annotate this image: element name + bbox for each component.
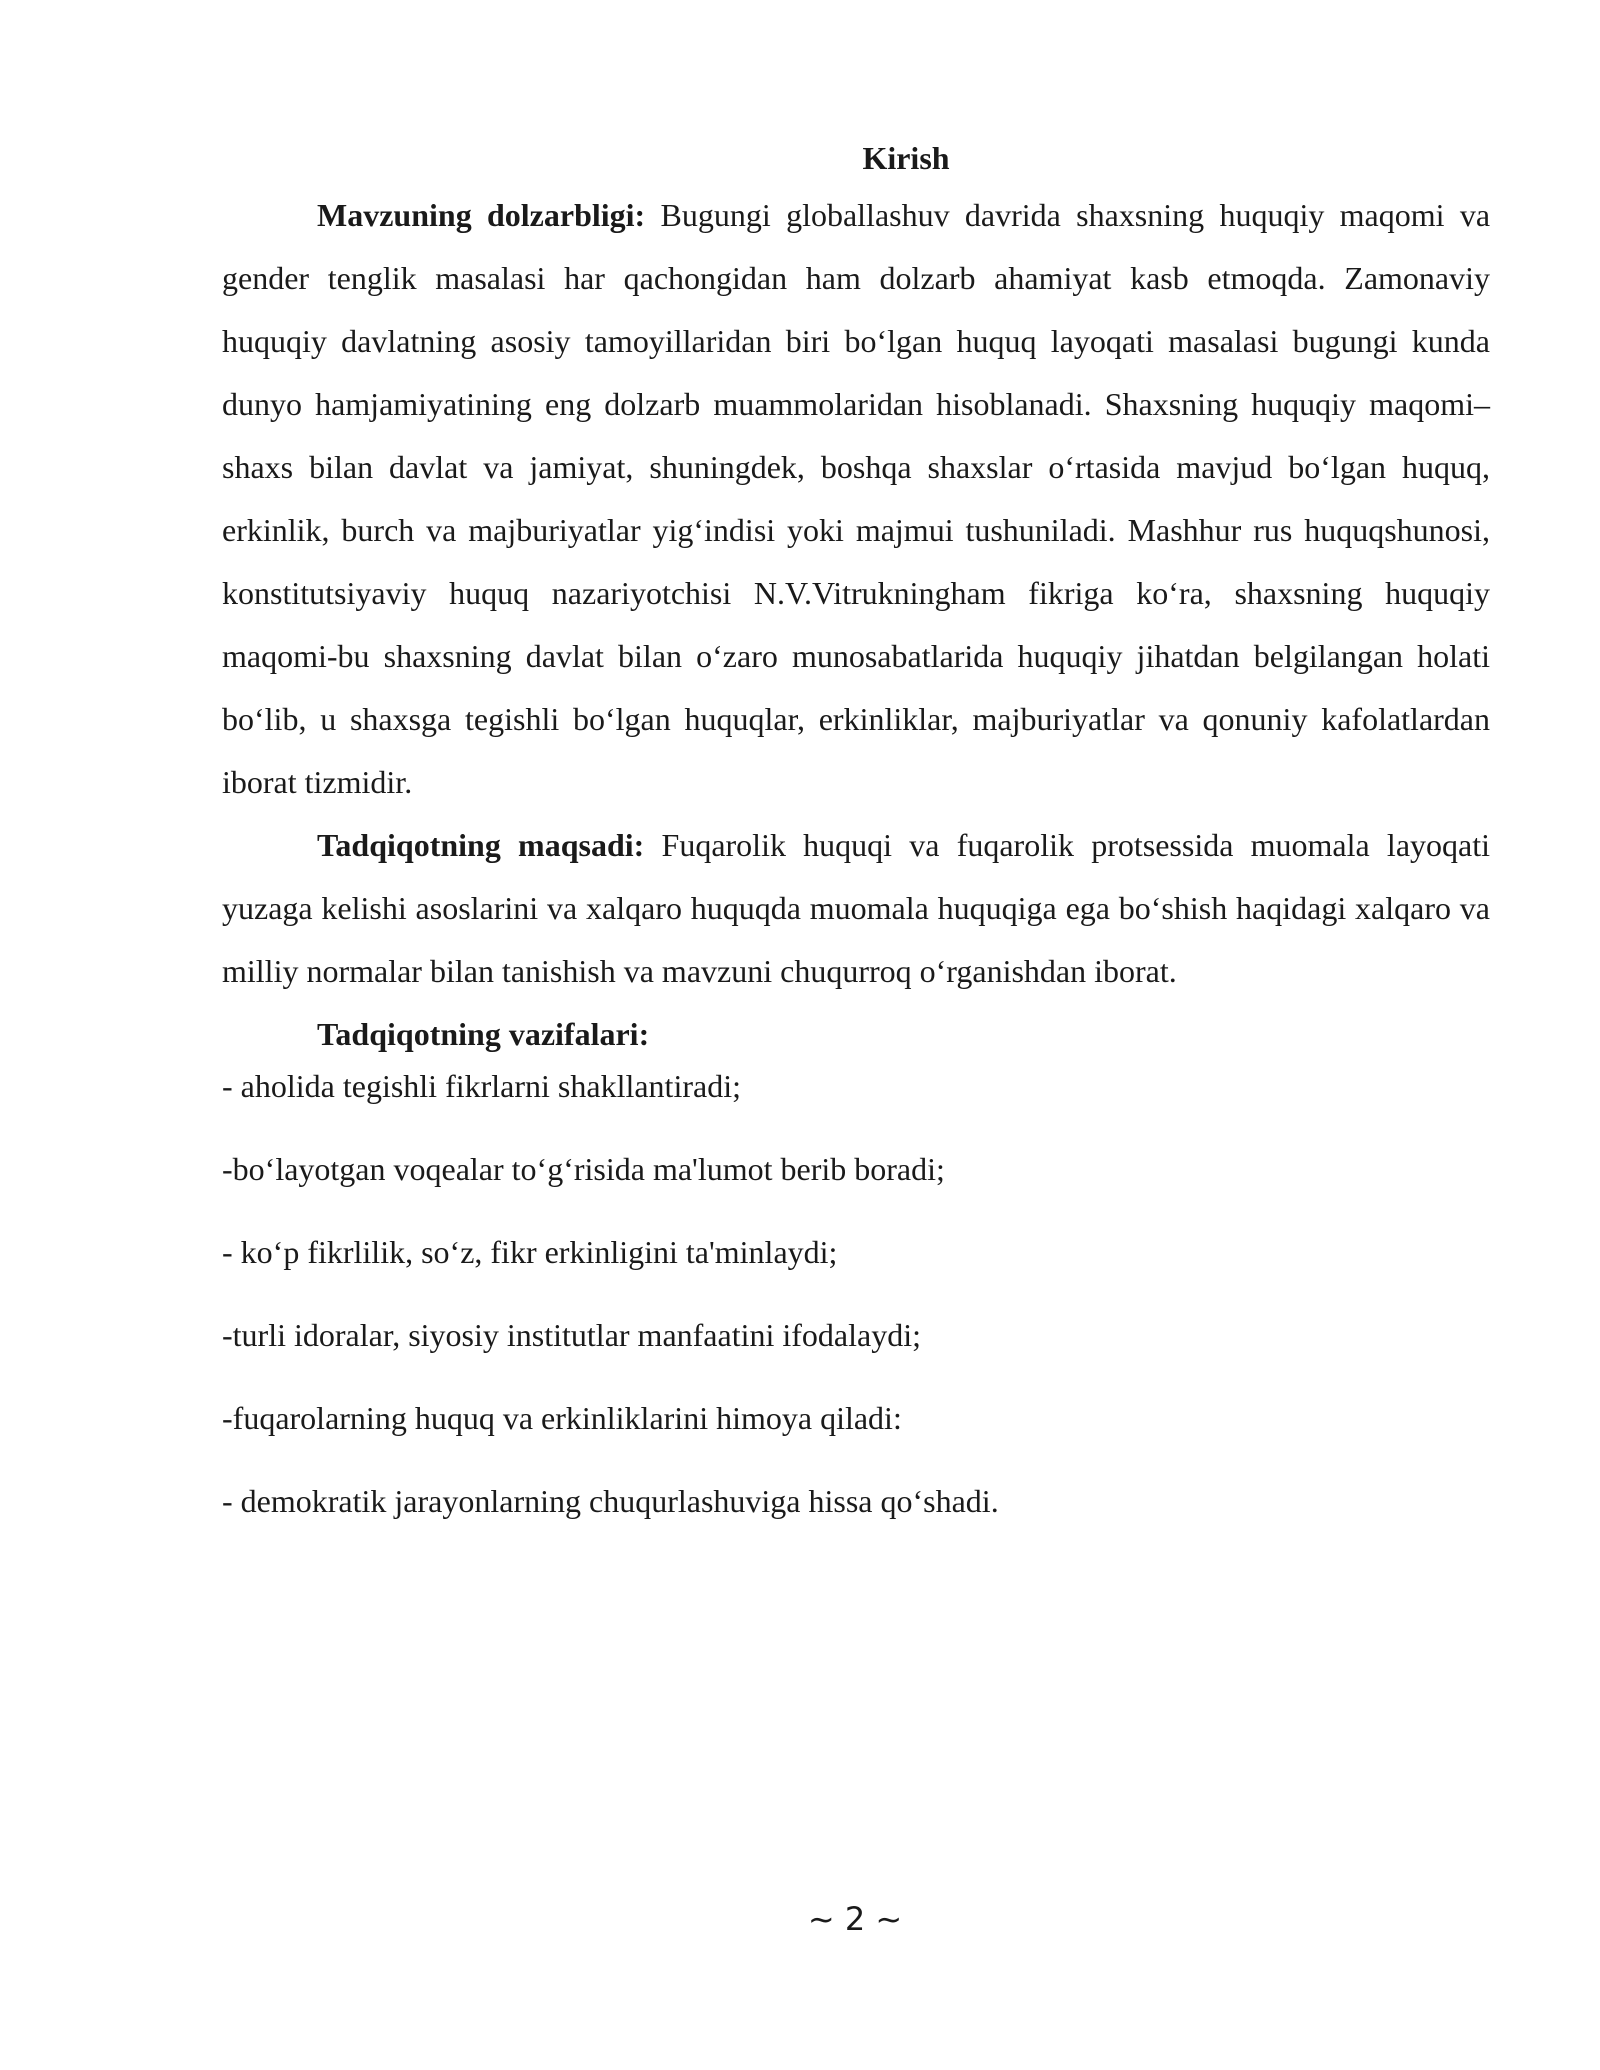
document-page <box>222 132 1490 1564</box>
list-item: -turli idoralar, siyosiy institutlar manfaatini ifodalaydi; <box>222 1317 921 1353</box>
relevance-label: Mavzuning dolzarbligi: <box>317 197 646 233</box>
list-item: -fuqarolarning huquq va erkinliklarini himoya qiladi: <box>222 1400 902 1436</box>
list-item: - ko‘p fikrlilik, so‘z, fikr erkinligini ta'minlaydi; <box>222 1234 838 1270</box>
list-item: - aholida tegishli fikrlarni shakllantiradi; <box>222 1068 741 1104</box>
relevance-paragraph <box>222 184 1490 814</box>
tasks-heading: Tadqiqotning vazifalari: <box>317 1016 650 1052</box>
page-title: Kirish <box>862 140 950 176</box>
goal-label: Tadqiqotning maqsadi: <box>317 827 645 863</box>
tasks-list <box>222 1066 1490 1521</box>
list-item: -bo‘layotgan voqealar to‘g‘risida ma'lumot berib boradi; <box>222 1151 945 1187</box>
goal-text: Fuqarolik huquqi va fuqarolik protsessida muomala layoqati yuzaga kelishi asoslarini va xalqaro huquqda muomala huquqiga ega bo‘shish haqidagi xalqaro va milliy normalar bilan tanishish va mavzuni chuqurroq o‘rganishdan iborat. <box>222 827 1491 989</box>
list-item: - demokratik jarayonlarning chuqurlashuviga hissa qo‘shadi. <box>222 1483 999 1519</box>
goal-paragraph <box>222 814 1490 1003</box>
relevance-text: Bugungi globallashuv davrida shaxsning huquqiy maqomi va gender tenglik masalasi har qachongidan ham dolzarb ahamiyat kasb etmoqda. Zamonaviy huquqiy davlatning asosiy tamoyillaridan biri bo‘lgan huquq layoqati masalasi bugungi kunda dunyo hamjamiyatining eng dolzarb muammolaridan hisoblanadi. Shaxsning huquqiy maqomi–shaxs bilan davlat va jamiyat, shuningdek, boshqa shaxslar o‘rtasida mavjud bo‘lgan huquq, erkinlik, burch va majburiyatlar yig‘indisi yoki majmui tushuniladi. Mashhur rus huquqshunosi, konstitutsiyaviy huquq nazariyotchisi N.V.Vitrukningham fikriga ko‘ra, shaxsning huquqiy maqomi-bu shaxsning davlat bilan o‘zaro munosabatlarida huquqiy jihatdan belgilangan holati bo‘lib, u shaxsga tegishli bo‘lgan huquqlar, erkinliklar, majburiyatlar va qonuniy kafolatlardan iborat tizmidir. <box>222 197 1491 800</box>
page-number: ~ 2 ~ <box>807 1900 903 1938</box>
